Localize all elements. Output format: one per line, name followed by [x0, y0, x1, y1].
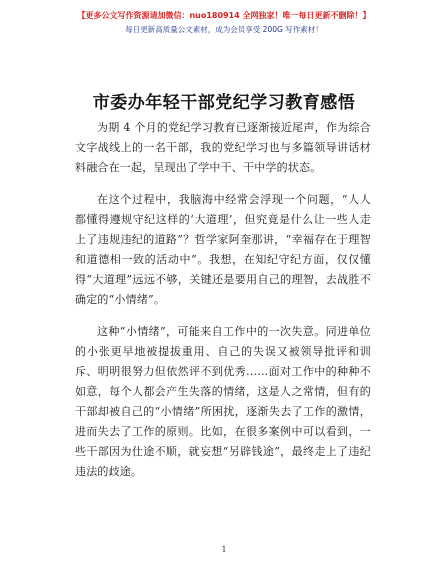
paragraph-3: 这种“小情绪”，可能来自工作中的一次失意。同进单位的小张更早地被提拔重用、自己的失误又被领导批评和训斥、明明很努力但依然评不到优秀……面对工作中的种种不如意，每个人都会产生失落的情绪，这是人之常情，但有的干部却被自己的“小情绪”所困扰，逐渐失去了工作的激情，进而失去了工作的原则。比如，在很多案例中可以看到，一些干部因为仕途不顺，就妄想“另辟钱途”，最终走上了违纪违法的歧途。 — [75, 325, 371, 478]
document-body — [75, 118, 371, 494]
page-number: 1 — [221, 545, 227, 554]
paragraph-1: 为期 4 个月的党纪学习教育已逐渐接近尾声，作为综合文字战线上的一名干部，我的党纪学习也与多篇领导讲话材料融合在一起，呈现出了学中干、干中学的状态。 — [75, 121, 371, 174]
paragraph-2: 在这个过程中，我脑海中经常会浮现一个问题，“人人都懂得遵规守纪这样的‘大道理’，但究竟是什么让一些人走上了违规违纪的道路”？哲学家阿奎那讲，“幸福存在于理智和道德相一致的活动中”。我想，在知纪守纪方面，仅仅懂得“大道理”远远不够，关键还是要用自己的理智，去战胜不确定的“小情绪”。 — [75, 193, 371, 306]
document-title: 市委办年轻干部党纪学习教育感悟 — [92, 93, 356, 113]
promo-banner-line1: 【更多公文写作资源请加微信：nuo180914 全网独家！唯一每日更新不删除！】 — [77, 11, 371, 20]
promo-banner-line2: 每日更新高质量公文素材，成为会员享受 200G 写作素材！ — [125, 25, 323, 34]
